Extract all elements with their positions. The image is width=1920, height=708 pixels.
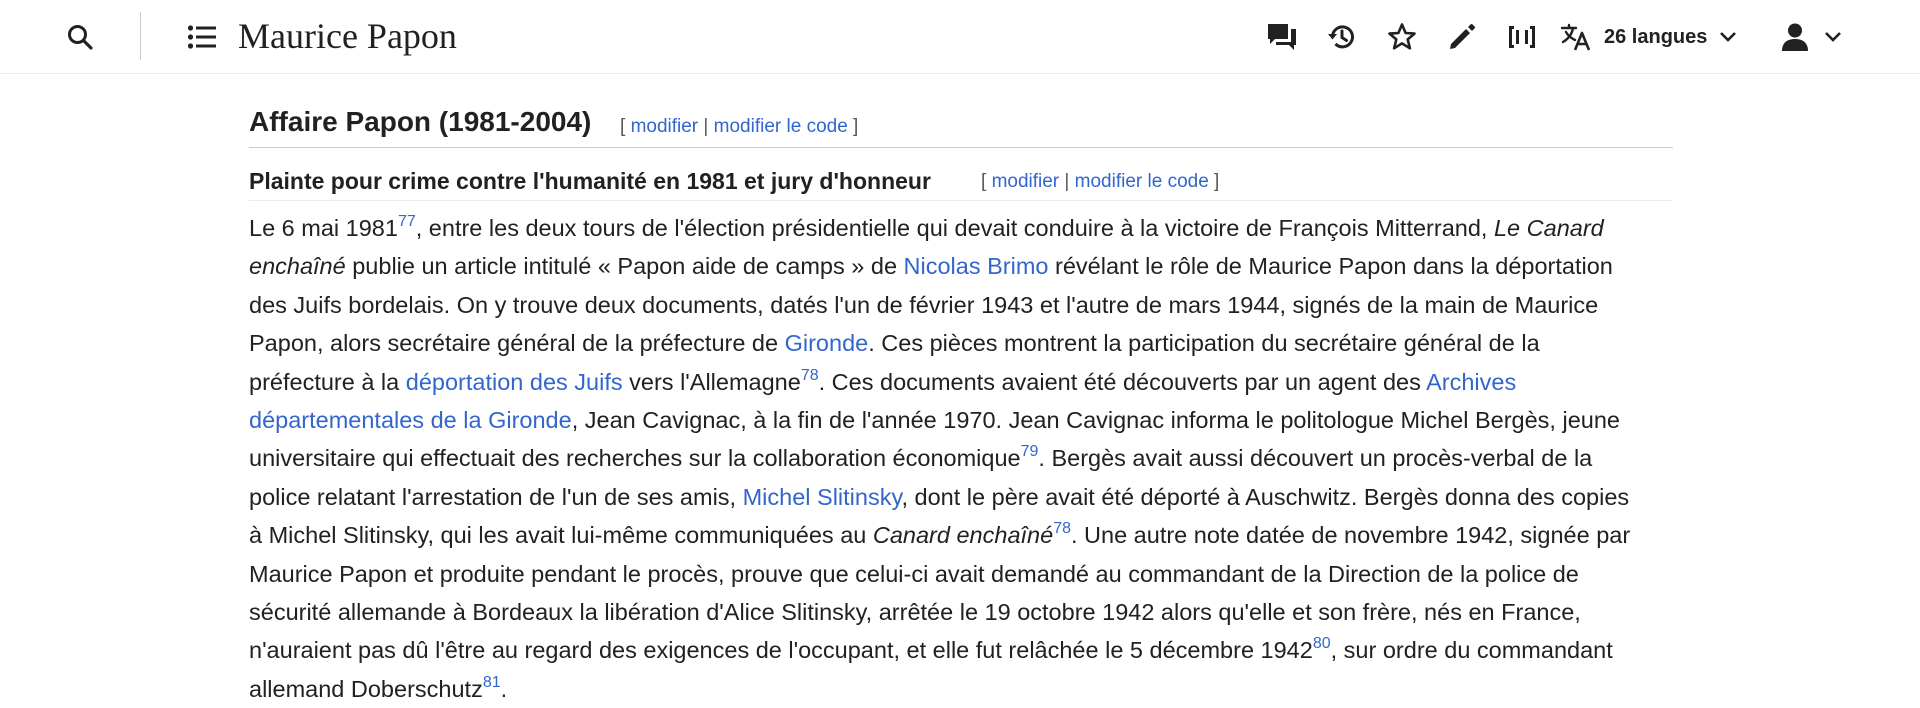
list-icon: [187, 24, 217, 50]
search-button[interactable]: [60, 17, 100, 57]
edit-subsection-source-link[interactable]: modifier le code: [1074, 171, 1209, 192]
text: révélant le rôle de Maurice Papon dans la déportation: [1048, 253, 1613, 280]
edit-subsection-link[interactable]: modifier: [991, 171, 1060, 192]
user-avatar-icon: [1780, 22, 1810, 52]
link-nicolas-brimo[interactable]: Nicolas Brimo: [903, 253, 1049, 280]
paragraph-line: [249, 670, 1669, 708]
link-gironde[interactable]: Gironde: [784, 330, 869, 357]
edit-separator: |: [703, 116, 709, 137]
watch-button[interactable]: [1382, 17, 1422, 57]
text: . Bergès avait aussi découvert un procès-verbal de la: [1038, 445, 1593, 472]
paragraph-line: [249, 363, 1669, 401]
wikidata-brackets-icon: [1506, 24, 1538, 50]
subsection-heading: [249, 154, 1673, 201]
text: des Juifs bordelais. On y trouve deux documents, datés l'un de février 1943 et l'autre de mars 1944, signés de la main de Maurice: [249, 291, 1599, 318]
text: , entre les deux tours de l'élection présidentielle qui devait conduire à la victoire de François Mitterrand,: [415, 215, 1494, 241]
section-heading: [249, 90, 1673, 148]
text: sécurité allemande à Bordeaux la libération d'Alice Slitinsky, arrêtée le 19 octobre 1942 alors qu'elle et son frère, nés en France,: [249, 598, 1581, 625]
link-archives-departementales[interactable]: départementales de la Gironde: [249, 406, 572, 433]
text: publie un article intitulé « Papon aide de camps » de: [345, 253, 904, 280]
wikidata-button[interactable]: [1502, 17, 1542, 57]
paragraph-line: [249, 555, 1669, 593]
paragraph-line: [249, 593, 1669, 631]
text: Papon, alors secrétaire général de la préfecture de: [249, 330, 785, 357]
text: allemand Doberschutz: [249, 675, 483, 702]
paragraph-line: [249, 324, 1669, 362]
pencil-icon: [1447, 22, 1477, 52]
header-divider: [140, 12, 141, 60]
history-icon: [1327, 22, 1357, 52]
paragraph-line: [249, 439, 1669, 477]
language-selector[interactable]: [1560, 17, 1737, 57]
link-archives-departementales[interactable]: Archives: [1426, 368, 1517, 395]
text: . Une autre note datée de novembre 1942, signée par: [1070, 522, 1631, 549]
link-michel-slitinsky[interactable]: Michel Slitinsky: [742, 483, 902, 510]
reference-link[interactable]: 77: [397, 213, 416, 230]
close-bracket: ]: [1214, 171, 1220, 192]
edit-separator: |: [1064, 171, 1070, 192]
reference-link[interactable]: 79: [1020, 443, 1039, 461]
star-icon: [1387, 22, 1417, 52]
paragraph-line: [249, 209, 1669, 247]
newspaper-title: enchaîné: [249, 253, 346, 280]
table-of-contents-button[interactable]: [182, 17, 222, 57]
chevron-down-icon: [1824, 31, 1842, 43]
text: préfecture à la: [249, 368, 406, 395]
text: , Jean Cavignac, à la fin de l'année 1970. Jean Cavignac informa le politologue Michel Bergès, jeune: [571, 406, 1620, 433]
text: à Michel Slitinsky, qui les avait lui-même communiquées au: [249, 522, 873, 549]
close-bracket: ]: [853, 116, 859, 137]
text: .: [500, 675, 508, 702]
search-icon: [66, 23, 94, 51]
edit-section-link[interactable]: modifier: [630, 116, 699, 137]
text: . Ces pièces montrent la participation du secrétaire général de la: [868, 330, 1540, 357]
reference-link[interactable]: 80: [1312, 635, 1331, 653]
paragraph-line: [249, 401, 1669, 439]
page-title: Maurice Papon: [238, 16, 457, 56]
section-title: Affaire Papon (1981-2004): [249, 106, 592, 137]
reference-link[interactable]: 81: [482, 673, 501, 691]
text: n'auraient pas dû l'être au regard des exigences de l'occupant, et elle fut relâchée le 5 décembre 1942: [249, 637, 1313, 664]
text: vers l'Allemagne: [622, 368, 801, 395]
page-header: [0, 0, 1920, 74]
subsection-edit-links: [981, 170, 1219, 194]
translate-icon: [1560, 22, 1592, 52]
text: Maurice Papon et produite pendant le procès, prouve que celui-ci avait demandé au commandant de la Direction de la police de: [249, 560, 1579, 587]
edit-button[interactable]: [1442, 17, 1482, 57]
newspaper-title: Canard enchaîné: [872, 522, 1054, 549]
text: universitaire qui effectuait des recherches sur la collaboration économique: [249, 445, 1021, 472]
paragraph-line: [249, 516, 1669, 554]
open-bracket: [: [981, 171, 987, 192]
text: police relatant l'arrestation de l'un de ses amis,: [249, 483, 743, 510]
link-deportation-des-juifs[interactable]: déportation des Juifs: [405, 368, 623, 395]
paragraph-line: [249, 247, 1669, 285]
text: . Ces documents avaient été découverts par un agent des: [818, 368, 1427, 395]
open-bracket: [: [620, 116, 626, 137]
talk-button[interactable]: [1262, 17, 1302, 57]
section-edit-links: [620, 115, 858, 139]
paragraph-line: [249, 286, 1669, 324]
reference-link[interactable]: 78: [1053, 520, 1071, 538]
text: , sur ordre du commandant: [1330, 637, 1613, 664]
text: , dont le père avait été déporté à Auschwitz. Bergès donna des copies: [901, 483, 1630, 510]
user-menu-button[interactable]: [1780, 17, 1842, 57]
edit-source-link[interactable]: modifier le code: [713, 116, 848, 137]
speech-bubbles-icon: [1266, 22, 1298, 52]
article-paragraph: [249, 209, 1669, 708]
subsection-title: Plainte pour crime contre l'humanité en 1981 et jury d'honneur: [249, 168, 931, 194]
newspaper-title: Le Canard: [1493, 215, 1604, 241]
history-button[interactable]: [1322, 17, 1362, 57]
reference-link[interactable]: 78: [800, 366, 819, 384]
text: Le 6 mai 1981: [249, 215, 398, 241]
paragraph-line: [249, 631, 1669, 669]
languages-label: 26 langues: [1604, 25, 1708, 48]
paragraph-line: [249, 478, 1669, 516]
chevron-down-icon: [1719, 31, 1737, 43]
